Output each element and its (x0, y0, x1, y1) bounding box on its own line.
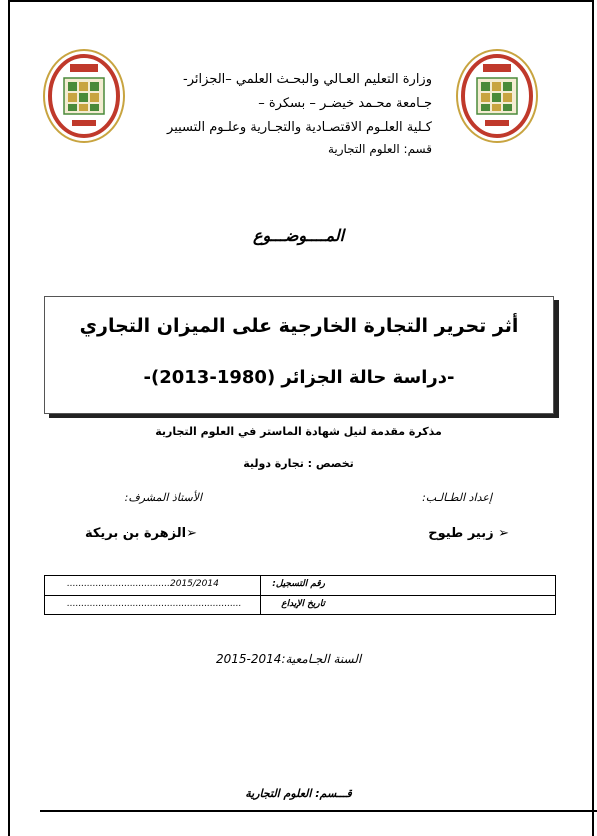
registration-number-label: رقم التسجيل: (272, 579, 325, 589)
academic-year: السنة الجـامعية:2014-2015 (216, 652, 362, 666)
thesis-title: أثر تحرير التجارة الخارجية على الميزان التجاري (79, 315, 519, 337)
subject-label: المــــوضـــوع (252, 226, 345, 245)
university-logo-left (42, 48, 126, 144)
faculty-line: كـلية العلـوم الاقتصـادية والتجـارية وعلـوم التسيير (167, 120, 432, 135)
university-line: جـامعة محـمد خيضـر – بسكرة – (258, 96, 432, 111)
supervisor-name: الزهرة بن بريكة (84, 526, 187, 541)
arrow-bullet-icon: ➢ (493, 526, 509, 541)
student-name: زبير طيوح (428, 526, 494, 541)
department-line: قسم: العلوم التجارية (327, 142, 432, 156)
deposit-date-value: ............................................................. (67, 599, 242, 609)
thesis-subtitle: -دراسة حالة الجزائر (1980-2013)- (143, 367, 455, 388)
footer-rule (40, 810, 597, 812)
registration-table (44, 575, 556, 615)
deposit-date-label: تاريخ الإيداع (281, 599, 325, 609)
page-frame-right (592, 0, 594, 836)
specialty: تخصص : تجارة دولية (243, 457, 354, 470)
footer-department: قـــسم: العلوم التجارية (245, 787, 352, 800)
supervisor-name-row (85, 526, 197, 541)
student-name-row (428, 526, 509, 541)
page-frame-top (8, 0, 594, 2)
memo-description: مذكرة مقدمة لنيل شهادة الماستر في العلوم التجارية (155, 425, 442, 438)
title-box (44, 296, 554, 414)
supervisor-label: الأستاذ المشرف: (124, 491, 202, 504)
ministry-line: وزارة التعليم العـالي والبحـث العلمي –الجزائر- (183, 72, 432, 87)
registration-number-value: ....................................2015/2014 (67, 579, 219, 589)
arrow-bullet-icon: ➢ (186, 526, 197, 541)
student-label: إعداد الطـالـب: (422, 491, 492, 504)
page-frame-left (8, 0, 10, 836)
university-logo-right (455, 48, 539, 144)
